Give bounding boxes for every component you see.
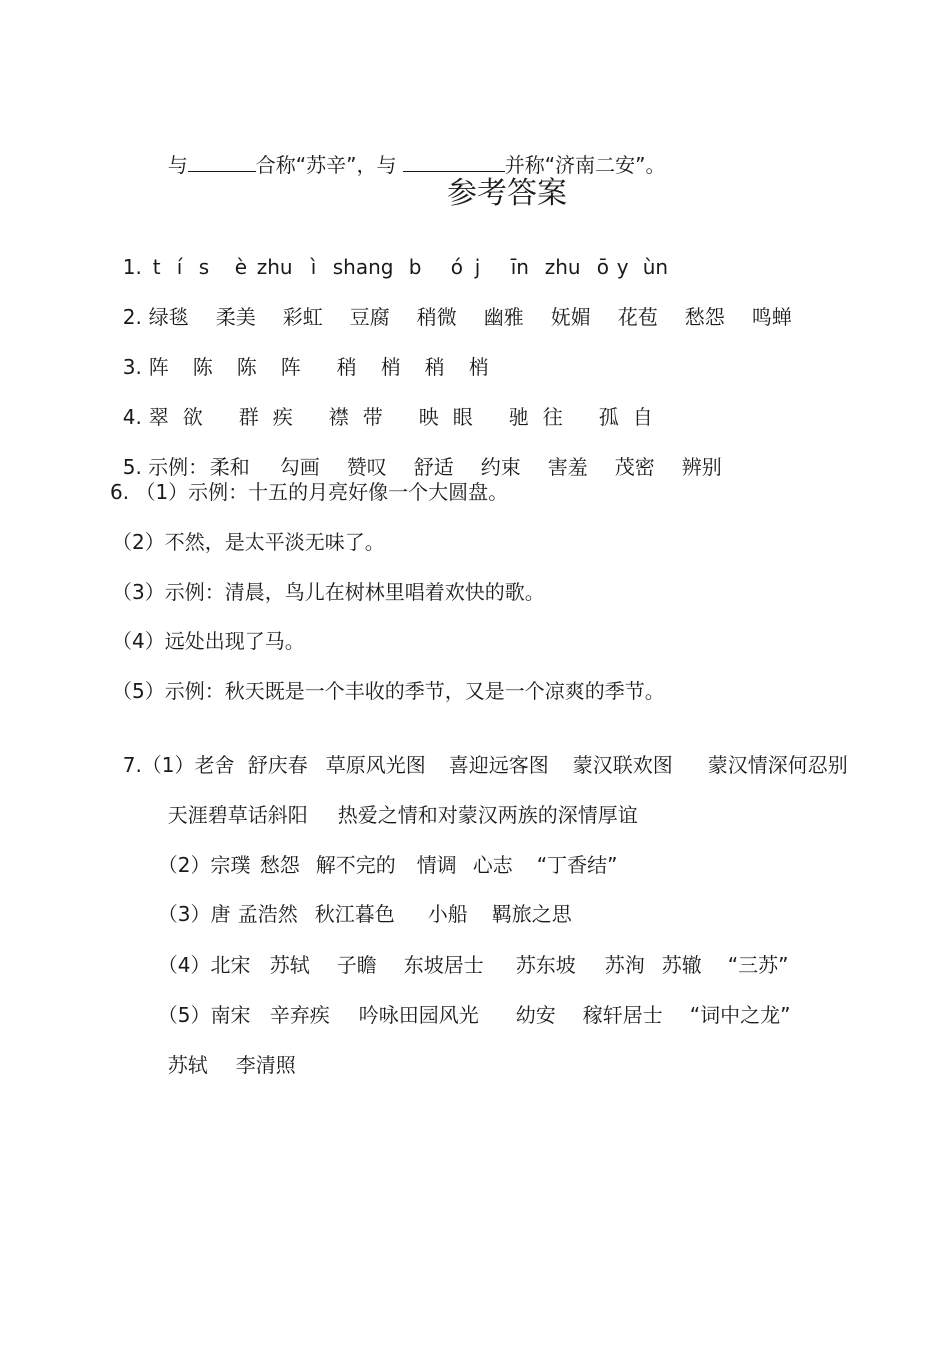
q4-char: 自: [632, 405, 653, 429]
answer-4: [110, 381, 663, 429]
q1-part: y: [616, 255, 629, 279]
q7-1-part: 热爱之情和对蒙汉两族的深情厚谊: [337, 803, 638, 827]
answer-6-5: （5）示例：秋天既是一个丰收的季节，又是一个凉爽的季节。: [112, 679, 665, 703]
q7-5-part: 吟咏田园风光: [358, 1003, 479, 1027]
fill-text-1: 与: [167, 153, 188, 177]
q7-1-part: 蒙汉联欢图: [572, 753, 673, 777]
q1-part: í: [176, 255, 183, 279]
q7-5-part: （5）南宋: [157, 1003, 251, 1027]
q7-4-part: “三苏”: [727, 953, 789, 977]
q3-char: 梢: [468, 355, 489, 379]
q7-5-part: 稼轩居士: [582, 1003, 663, 1027]
q1-part: īn: [510, 255, 529, 279]
q1-part: shang: [332, 255, 394, 279]
q4-char: 带: [362, 405, 383, 429]
q4-char: 群: [238, 405, 259, 429]
q7-3-part: 孟浩然: [237, 902, 298, 926]
q7-5-part: 苏轼: [167, 1053, 208, 1077]
q4-char: 疾: [272, 405, 293, 429]
q2-word: 绿毯: [148, 305, 189, 329]
q1-part: zhu: [544, 255, 581, 279]
q2-word: 幽雅: [483, 305, 524, 329]
q1-part: j: [474, 255, 481, 279]
q1-part: ó: [450, 255, 463, 279]
answer-1: [110, 231, 667, 279]
q4-char: 翠: [148, 405, 169, 429]
answer-6-2: （2）不然，是太平淡无味了。: [112, 530, 385, 554]
q2-word: 妩媚: [550, 305, 591, 329]
blank-1: [188, 153, 256, 172]
q1-part: t: [152, 255, 161, 279]
page-title: 参考答案: [447, 176, 567, 211]
q4-char: 驰: [508, 405, 529, 429]
answer-2: [110, 281, 802, 329]
q7-3-part: 秋江暮色: [314, 902, 395, 926]
fill-in-line: [155, 129, 666, 177]
answer-7-1-cont: [155, 779, 658, 827]
blank-2: [403, 153, 505, 172]
q2-word: 豆腐: [349, 305, 390, 329]
q3-char: 稍: [424, 355, 445, 379]
q7-4-part: （4）北宋: [157, 953, 251, 977]
q7-2-part: 心志: [472, 853, 513, 877]
q1-part: zhu: [256, 255, 293, 279]
q5-word: 赞叹: [346, 455, 387, 479]
q7-4-part: 苏洵: [604, 953, 645, 977]
q7-4-part: 苏辙: [661, 953, 702, 977]
q3-num: 3.: [122, 355, 142, 379]
q5-word: 舒适: [413, 455, 454, 479]
q1-part: ùn: [642, 255, 669, 279]
q2-word: 稍微: [416, 305, 457, 329]
q2-num: 2.: [122, 305, 142, 329]
q7-5-part: 幼安: [515, 1003, 556, 1027]
q4-char: 襟: [328, 405, 349, 429]
q7-2-part: 情调: [416, 853, 457, 877]
q1-part: b: [408, 255, 422, 279]
q3-char: 阵: [148, 355, 169, 379]
q7-1-part: 舒庆春: [247, 753, 308, 777]
q7-4-part: 苏轼: [269, 953, 310, 977]
answer-3: [110, 331, 499, 379]
q7-2-part: 解不完的: [315, 853, 396, 877]
q2-word: 花苞: [617, 305, 658, 329]
answer-6-3: （3）示例：清晨，鸟儿在树林里唱着欢快的歌。: [112, 580, 545, 604]
q1-num: 1.: [122, 255, 142, 279]
q1-part: è: [234, 255, 248, 279]
answer-7-5: [145, 979, 810, 1027]
q3-char: 稍: [336, 355, 357, 379]
q7-1-part: 草原风光图: [325, 753, 426, 777]
q7-5-part: 辛弃疾: [269, 1003, 330, 1027]
q2-word: 鸣蝉: [751, 305, 792, 329]
q3-char: 阵: [280, 355, 301, 379]
q7-3-part: 小船: [427, 902, 468, 926]
q5-word: 柔和: [209, 455, 250, 479]
answer-7-2: [145, 829, 647, 877]
q2-word: 柔美: [215, 305, 256, 329]
q5-word: 约束: [480, 455, 521, 479]
q3-char: 梢: [380, 355, 401, 379]
q3-char: 陈: [236, 355, 257, 379]
q5-word: 害羞: [547, 455, 588, 479]
answer-7-5-cont: [155, 1029, 306, 1077]
answer-5: [110, 431, 732, 479]
q4-char: 映: [418, 405, 439, 429]
q7-1-part: 蒙汉情深何忍别: [707, 753, 848, 777]
q1-part: s: [198, 255, 210, 279]
q3-char: 陈: [192, 355, 213, 379]
fill-text-3: 并称“济南二安”。: [504, 153, 666, 177]
q7-4-part: 苏东坡: [515, 953, 576, 977]
q7-1-part: 天涯碧草话斜阳: [167, 803, 308, 827]
fill-text-2: 合称“苏辛”，与: [255, 153, 403, 177]
answer-7-1: [110, 729, 853, 777]
q5-prefix: 5. 示例：: [122, 455, 209, 479]
q1-part: ō: [596, 255, 609, 279]
q7-2-part: 愁怨: [259, 853, 300, 877]
q7-5-part: 李清照: [235, 1053, 296, 1077]
q7-5-part: “词中之龙”: [689, 1003, 791, 1027]
q7-3-part: （3）唐: [157, 902, 231, 926]
q7-2-part: （2）宗璞: [157, 853, 251, 877]
q5-word: 茂密: [614, 455, 655, 479]
answer-6-4: （4）远处出现了马。: [112, 629, 305, 653]
q7-2-part: “丁香结”: [536, 853, 618, 877]
q7-1-part: 喜迎远客图: [448, 753, 549, 777]
answer-6-1: 6. （1）示例：十五的月亮好像一个大圆盘。: [110, 480, 509, 504]
q7-1-part: 7.（1）老舍: [122, 753, 235, 777]
q1-part: ì: [310, 255, 317, 279]
q4-char: 眼: [452, 405, 473, 429]
q2-word: 愁怨: [684, 305, 725, 329]
q4-char: 往: [542, 405, 563, 429]
q7-3-part: 羁旅之思: [491, 902, 572, 926]
q4-num: 4.: [122, 405, 142, 429]
q5-word: 勾画: [279, 455, 320, 479]
answer-7-4: [145, 929, 808, 977]
q4-char: 欲: [182, 405, 203, 429]
q7-4-part: 东坡居士: [403, 953, 484, 977]
q5-word: 辨别: [681, 455, 722, 479]
q2-word: 彩虹: [282, 305, 323, 329]
answer-7-3: [145, 878, 592, 926]
q7-4-part: 子瞻: [336, 953, 377, 977]
q4-char: 孤: [598, 405, 619, 429]
